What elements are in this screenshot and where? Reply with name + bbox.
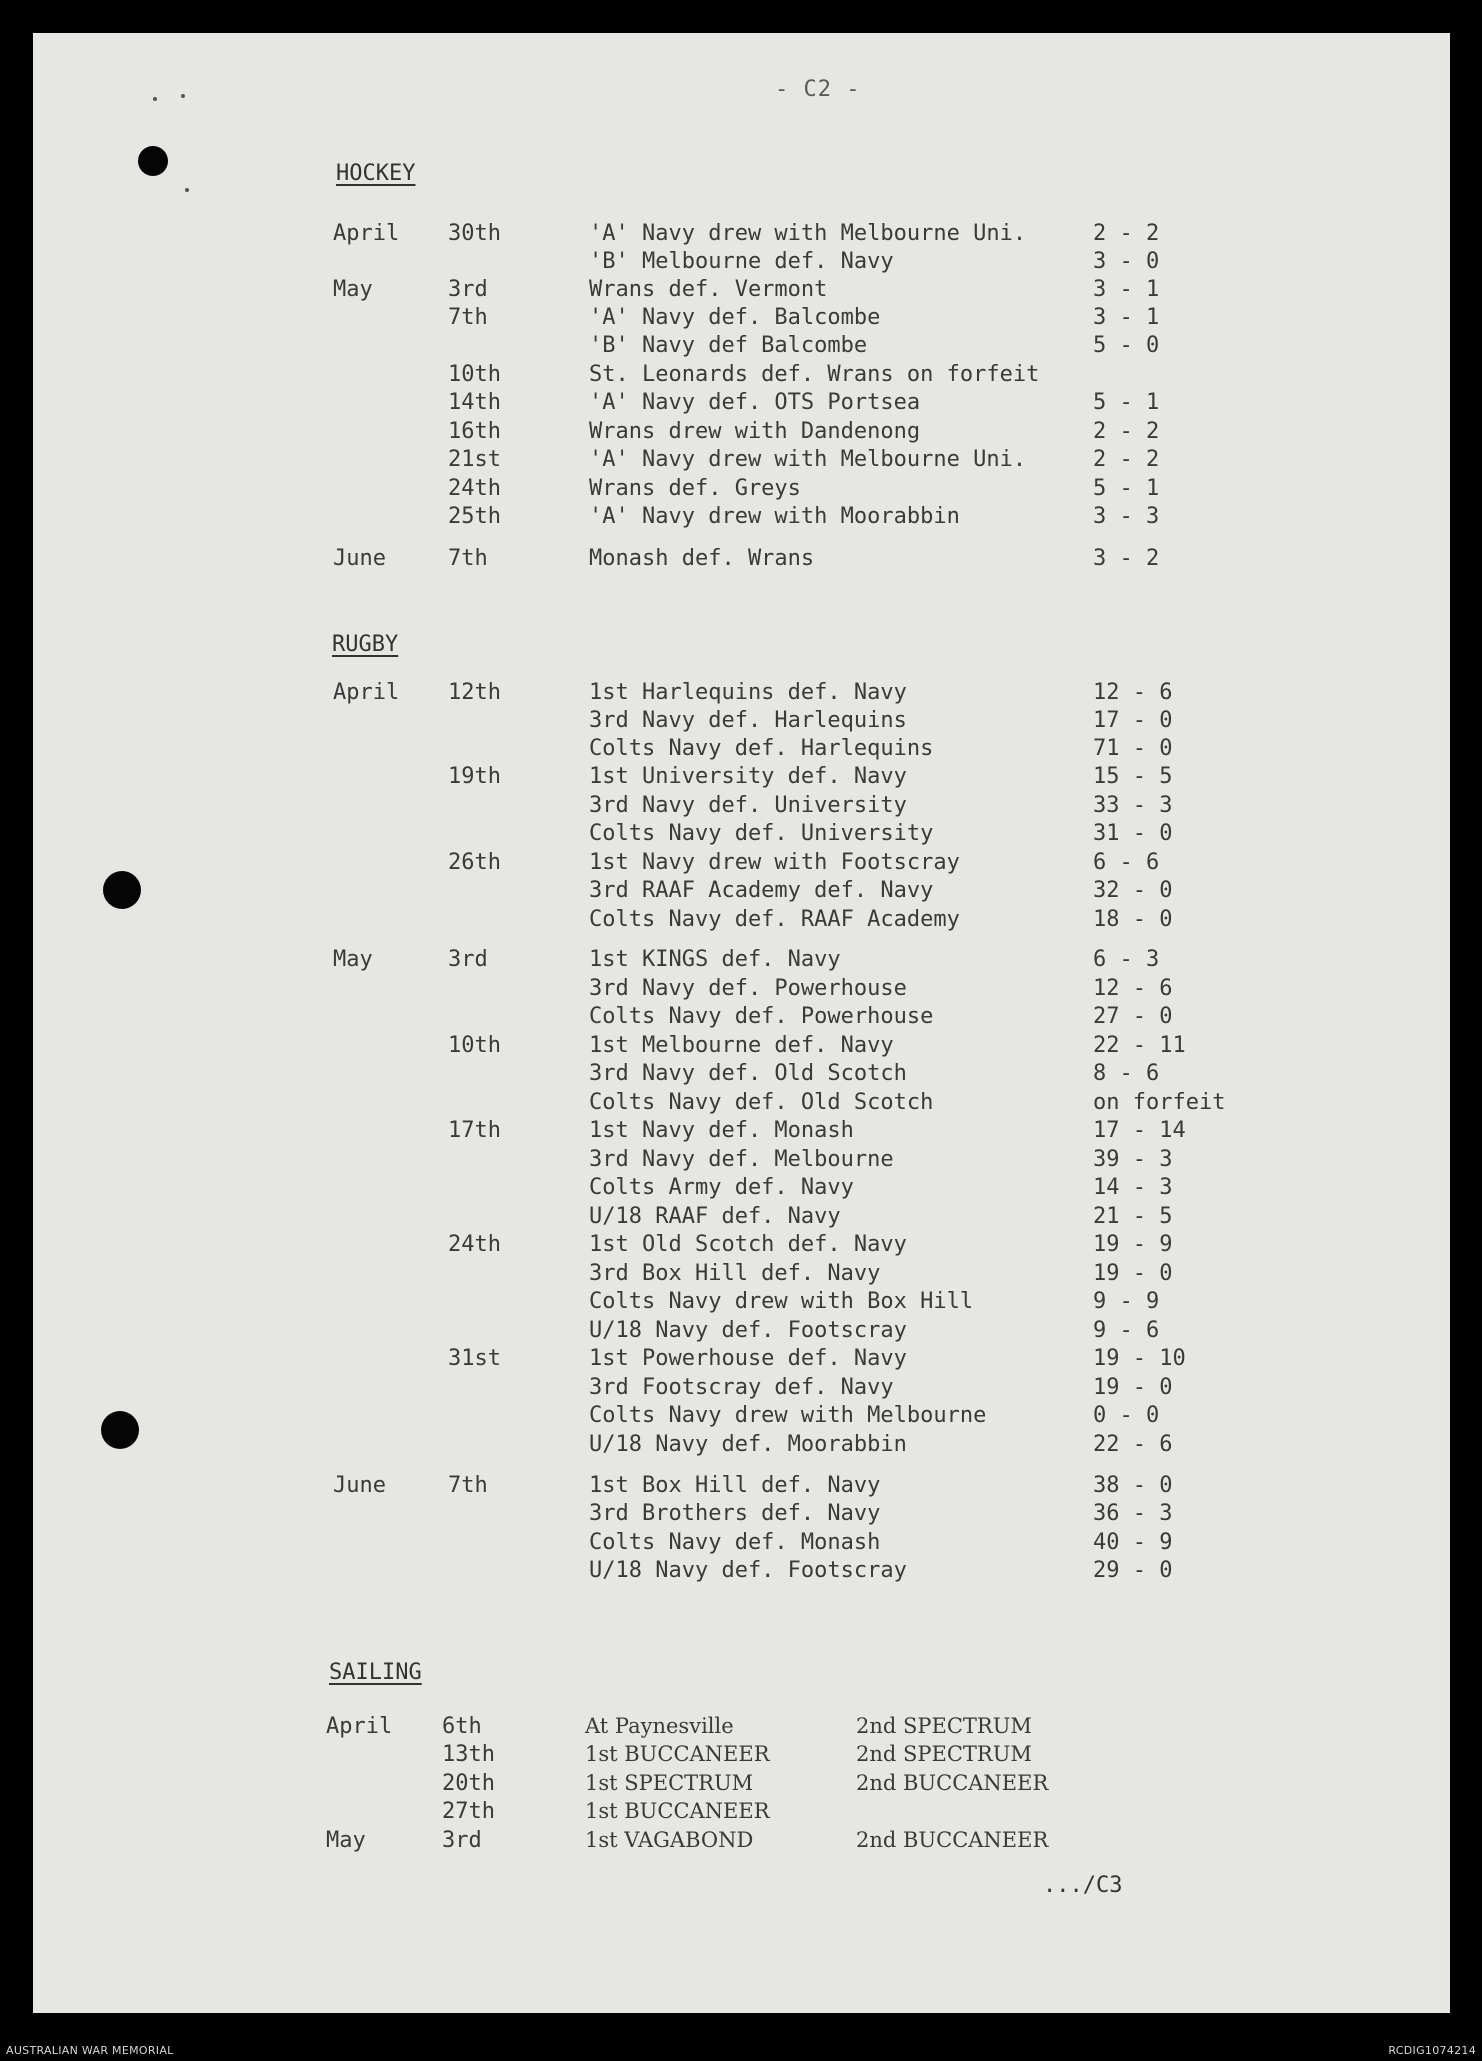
- hockey-desc: 'B' Navy def Balcombe: [589, 333, 868, 358]
- rugby-day: 3rd: [448, 947, 488, 972]
- rugby-row: [33, 1558, 1450, 1587]
- rugby-desc: 1st Melbourne def. Navy: [589, 1033, 894, 1058]
- hockey-score: 2 - 2: [1093, 419, 1160, 444]
- rugby-desc: U/18 Navy def. Footscray: [589, 1318, 907, 1343]
- sailing-month: May: [326, 1828, 366, 1853]
- sailing-first: At Paynesville: [585, 1714, 734, 1738]
- rugby-row: [33, 1232, 1450, 1261]
- hockey-day: 10th: [448, 362, 501, 387]
- hockey-day: 30th: [448, 221, 501, 246]
- rugby-month: April: [333, 680, 400, 705]
- rugby-day: 17th: [448, 1118, 501, 1143]
- rugby-score: 12 - 6: [1093, 680, 1173, 705]
- rugby-row: [33, 1501, 1450, 1530]
- sailing-row: [33, 1771, 1450, 1800]
- rugby-score: 40 - 9: [1093, 1530, 1173, 1555]
- rugby-row: [33, 680, 1450, 709]
- hockey-heading: HOCKEY: [336, 161, 416, 186]
- rugby-row: [33, 1004, 1450, 1033]
- sailing-second: 2nd SPECTRUM: [856, 1742, 1032, 1766]
- hockey-row: [33, 447, 1450, 476]
- hockey-row: [33, 362, 1450, 391]
- sailing-row: [33, 1828, 1450, 1857]
- hockey-row: [33, 390, 1450, 419]
- rugby-score: 36 - 3: [1093, 1501, 1173, 1526]
- sailing-day: 27th: [442, 1799, 495, 1824]
- rugby-row: [33, 1530, 1450, 1559]
- rugby-row: [33, 1261, 1450, 1290]
- rugby-row: [33, 1346, 1450, 1375]
- hockey-score: 3 - 1: [1093, 305, 1160, 330]
- rugby-row: [33, 1118, 1450, 1147]
- sailing-month: April: [326, 1714, 393, 1739]
- rugby-score: 6 - 6: [1093, 850, 1160, 875]
- rugby-desc: 1st Navy def. Monash: [589, 1118, 854, 1143]
- hockey-score: 5 - 1: [1093, 390, 1160, 415]
- page-number: - C2 -: [775, 77, 861, 102]
- rugby-score: 27 - 0: [1093, 1004, 1173, 1029]
- rugby-desc: Colts Navy def. University: [589, 821, 934, 846]
- rugby-row: [33, 1033, 1450, 1062]
- hockey-desc: Wrans drew with Dandenong: [589, 419, 921, 444]
- rugby-row: [33, 1403, 1450, 1432]
- rugby-desc: 3rd Navy def. Melbourne: [589, 1147, 894, 1172]
- hockey-desc: 'B' Melbourne def. Navy: [589, 249, 894, 274]
- sailing-day: 13th: [442, 1742, 495, 1767]
- rugby-row: [33, 878, 1450, 907]
- hockey-score: 5 - 0: [1093, 333, 1160, 358]
- rugby-row: [33, 976, 1450, 1005]
- hockey-month: May: [333, 277, 373, 302]
- hockey-month: April: [333, 221, 400, 246]
- hockey-row: [33, 476, 1450, 505]
- rugby-row: [33, 1318, 1450, 1347]
- document-page: [33, 33, 1450, 2013]
- hockey-month: June: [333, 546, 386, 571]
- hockey-row: [33, 546, 1450, 575]
- rugby-desc: 1st Powerhouse def. Navy: [589, 1346, 907, 1371]
- rugby-score: 14 - 3: [1093, 1175, 1173, 1200]
- rugby-score: 12 - 6: [1093, 976, 1173, 1001]
- rugby-desc: U/18 RAAF def. Navy: [589, 1204, 841, 1229]
- rugby-desc: Colts Navy def. Old Scotch: [589, 1090, 934, 1115]
- rugby-score: 32 - 0: [1093, 878, 1173, 903]
- hockey-row: [33, 277, 1450, 306]
- rugby-row: [33, 850, 1450, 879]
- rugby-row: [33, 947, 1450, 976]
- punch-hole: [138, 146, 168, 176]
- rugby-desc: 3rd Box Hill def. Navy: [589, 1261, 881, 1286]
- rugby-desc: 1st Navy drew with Footscray: [589, 850, 960, 875]
- hockey-day: 25th: [448, 504, 501, 529]
- continuation-marker: .../C3: [1043, 1873, 1123, 1898]
- sailing-first: 1st BUCCANEER: [585, 1742, 770, 1766]
- rugby-desc: 3rd Footscray def. Navy: [589, 1375, 894, 1400]
- rugby-row: [33, 1375, 1450, 1404]
- sailing-second: 2nd BUCCANEER: [856, 1828, 1049, 1852]
- hockey-day: 3rd: [448, 277, 488, 302]
- rugby-row: [33, 1473, 1450, 1502]
- hockey-row: [33, 504, 1450, 533]
- hockey-desc: 'A' Navy drew with Melbourne Uni.: [589, 447, 1027, 472]
- rugby-desc: 3rd Navy def. Old Scotch: [589, 1061, 907, 1086]
- rugby-desc: Colts Navy def. Monash: [589, 1530, 881, 1555]
- rugby-desc: U/18 Navy def. Footscray: [589, 1558, 907, 1583]
- rugby-desc: Colts Navy drew with Box Hill: [589, 1289, 974, 1314]
- paper-speck: [185, 188, 189, 192]
- rugby-row: [33, 821, 1450, 850]
- rugby-day: 19th: [448, 764, 501, 789]
- hockey-row: [33, 305, 1450, 334]
- hockey-score: 5 - 1: [1093, 476, 1160, 501]
- hockey-day: 14th: [448, 390, 501, 415]
- rugby-month: June: [333, 1473, 386, 1498]
- rugby-row: [33, 907, 1450, 936]
- hockey-row: [33, 249, 1450, 278]
- rugby-score: 9 - 9: [1093, 1289, 1160, 1314]
- hockey-score: 3 - 0: [1093, 249, 1160, 274]
- footer-reference: RCDIG1074214: [1388, 2044, 1476, 2057]
- sailing-second: 2nd BUCCANEER: [856, 1771, 1049, 1795]
- rugby-heading: RUGBY: [332, 632, 399, 657]
- rugby-score: 19 - 0: [1093, 1375, 1173, 1400]
- rugby-row: [33, 736, 1450, 765]
- rugby-desc: 1st KINGS def. Navy: [589, 947, 841, 972]
- rugby-day: 24th: [448, 1232, 501, 1257]
- sailing-row: [33, 1714, 1450, 1743]
- rugby-score: 8 - 6: [1093, 1061, 1160, 1086]
- rugby-row: [33, 1289, 1450, 1318]
- hockey-desc: Wrans def. Greys: [589, 476, 801, 501]
- rugby-desc: Colts Navy def. RAAF Academy: [589, 907, 960, 932]
- rugby-score: 19 - 0: [1093, 1261, 1173, 1286]
- hockey-row: [33, 419, 1450, 448]
- sailing-first: 1st VAGABOND: [585, 1828, 754, 1852]
- hockey-day: 21st: [448, 447, 501, 472]
- sailing-first: 1st SPECTRUM: [585, 1771, 754, 1795]
- rugby-score: 29 - 0: [1093, 1558, 1173, 1583]
- rugby-score: 31 - 0: [1093, 821, 1173, 846]
- rugby-desc: 1st Old Scotch def. Navy: [589, 1232, 907, 1257]
- rugby-score: 6 - 3: [1093, 947, 1160, 972]
- rugby-desc: U/18 Navy def. Moorabbin: [589, 1432, 907, 1457]
- rugby-row: [33, 708, 1450, 737]
- hockey-day: 24th: [448, 476, 501, 501]
- rugby-row: [33, 793, 1450, 822]
- sailing-row: [33, 1799, 1450, 1828]
- rugby-desc: Colts Army def. Navy: [589, 1175, 854, 1200]
- sailing-day: 3rd: [442, 1828, 482, 1853]
- rugby-score: 0 - 0: [1093, 1403, 1160, 1428]
- rugby-score: 17 - 14: [1093, 1118, 1186, 1143]
- rugby-day: 31st: [448, 1346, 501, 1371]
- rugby-desc: 3rd Navy def. Harlequins: [589, 708, 907, 733]
- rugby-desc: Colts Navy drew with Melbourne: [589, 1403, 987, 1428]
- rugby-row: [33, 1204, 1450, 1233]
- rugby-desc: Colts Navy def. Harlequins: [589, 736, 934, 761]
- rugby-score: 19 - 10: [1093, 1346, 1186, 1371]
- rugby-score: 71 - 0: [1093, 736, 1173, 761]
- rugby-score: 17 - 0: [1093, 708, 1173, 733]
- hockey-score: 2 - 2: [1093, 221, 1160, 246]
- rugby-score: 38 - 0: [1093, 1473, 1173, 1498]
- sailing-day: 6th: [442, 1714, 482, 1739]
- hockey-row: [33, 333, 1450, 362]
- rugby-score: 33 - 3: [1093, 793, 1173, 818]
- rugby-desc: 1st University def. Navy: [589, 764, 907, 789]
- rugby-score: 22 - 6: [1093, 1432, 1173, 1457]
- sailing-second: 2nd SPECTRUM: [856, 1714, 1032, 1738]
- rugby-score: 22 - 11: [1093, 1033, 1186, 1058]
- rugby-row: [33, 1147, 1450, 1176]
- hockey-desc: 'A' Navy drew with Melbourne Uni.: [589, 221, 1027, 246]
- rugby-row: [33, 1432, 1450, 1461]
- hockey-row: [33, 221, 1450, 250]
- rugby-score: 39 - 3: [1093, 1147, 1173, 1172]
- rugby-desc: Colts Navy def. Powerhouse: [589, 1004, 934, 1029]
- rugby-desc: 3rd Brothers def. Navy: [589, 1501, 881, 1526]
- rugby-score: on forfeit: [1093, 1090, 1226, 1115]
- rugby-day: 26th: [448, 850, 501, 875]
- hockey-day: 7th: [448, 546, 488, 571]
- hockey-desc: St. Leonards def. Wrans on forfeit: [589, 362, 1040, 387]
- hockey-score: 3 - 1: [1093, 277, 1160, 302]
- hockey-score: 3 - 2: [1093, 546, 1160, 571]
- sailing-row: [33, 1742, 1450, 1771]
- hockey-score: 2 - 2: [1093, 447, 1160, 472]
- rugby-desc: 3rd Navy def. University: [589, 793, 907, 818]
- sailing-heading: SAILING: [329, 1660, 422, 1685]
- rugby-row: [33, 764, 1450, 793]
- hockey-desc: 'A' Navy def. OTS Portsea: [589, 390, 921, 415]
- hockey-score: 3 - 3: [1093, 504, 1160, 529]
- paper-speck: [181, 94, 185, 98]
- rugby-score: 18 - 0: [1093, 907, 1173, 932]
- hockey-desc: Wrans def. Vermont: [589, 277, 828, 302]
- rugby-day: 12th: [448, 680, 501, 705]
- rugby-score: 21 - 5: [1093, 1204, 1173, 1229]
- sailing-first: 1st BUCCANEER: [585, 1799, 770, 1823]
- rugby-row: [33, 1090, 1450, 1119]
- sailing-day: 20th: [442, 1771, 495, 1796]
- hockey-desc: 'A' Navy def. Balcombe: [589, 305, 881, 330]
- rugby-desc: 3rd Navy def. Powerhouse: [589, 976, 907, 1001]
- rugby-day: 10th: [448, 1033, 501, 1058]
- paper-speck: [153, 97, 157, 101]
- hockey-day: 7th: [448, 305, 488, 330]
- footer-source: AUSTRALIAN WAR MEMORIAL: [6, 2044, 174, 2057]
- rugby-row: [33, 1061, 1450, 1090]
- rugby-month: May: [333, 947, 373, 972]
- rugby-score: 9 - 6: [1093, 1318, 1160, 1343]
- rugby-score: 15 - 5: [1093, 764, 1173, 789]
- rugby-desc: 1st Harlequins def. Navy: [589, 680, 907, 705]
- rugby-day: 7th: [448, 1473, 488, 1498]
- rugby-desc: 3rd RAAF Academy def. Navy: [589, 878, 934, 903]
- rugby-desc: 1st Box Hill def. Navy: [589, 1473, 881, 1498]
- rugby-row: [33, 1175, 1450, 1204]
- hockey-day: 16th: [448, 419, 501, 444]
- rugby-score: 19 - 9: [1093, 1232, 1173, 1257]
- hockey-desc: Monash def. Wrans: [589, 546, 815, 571]
- hockey-desc: 'A' Navy drew with Moorabbin: [589, 504, 960, 529]
